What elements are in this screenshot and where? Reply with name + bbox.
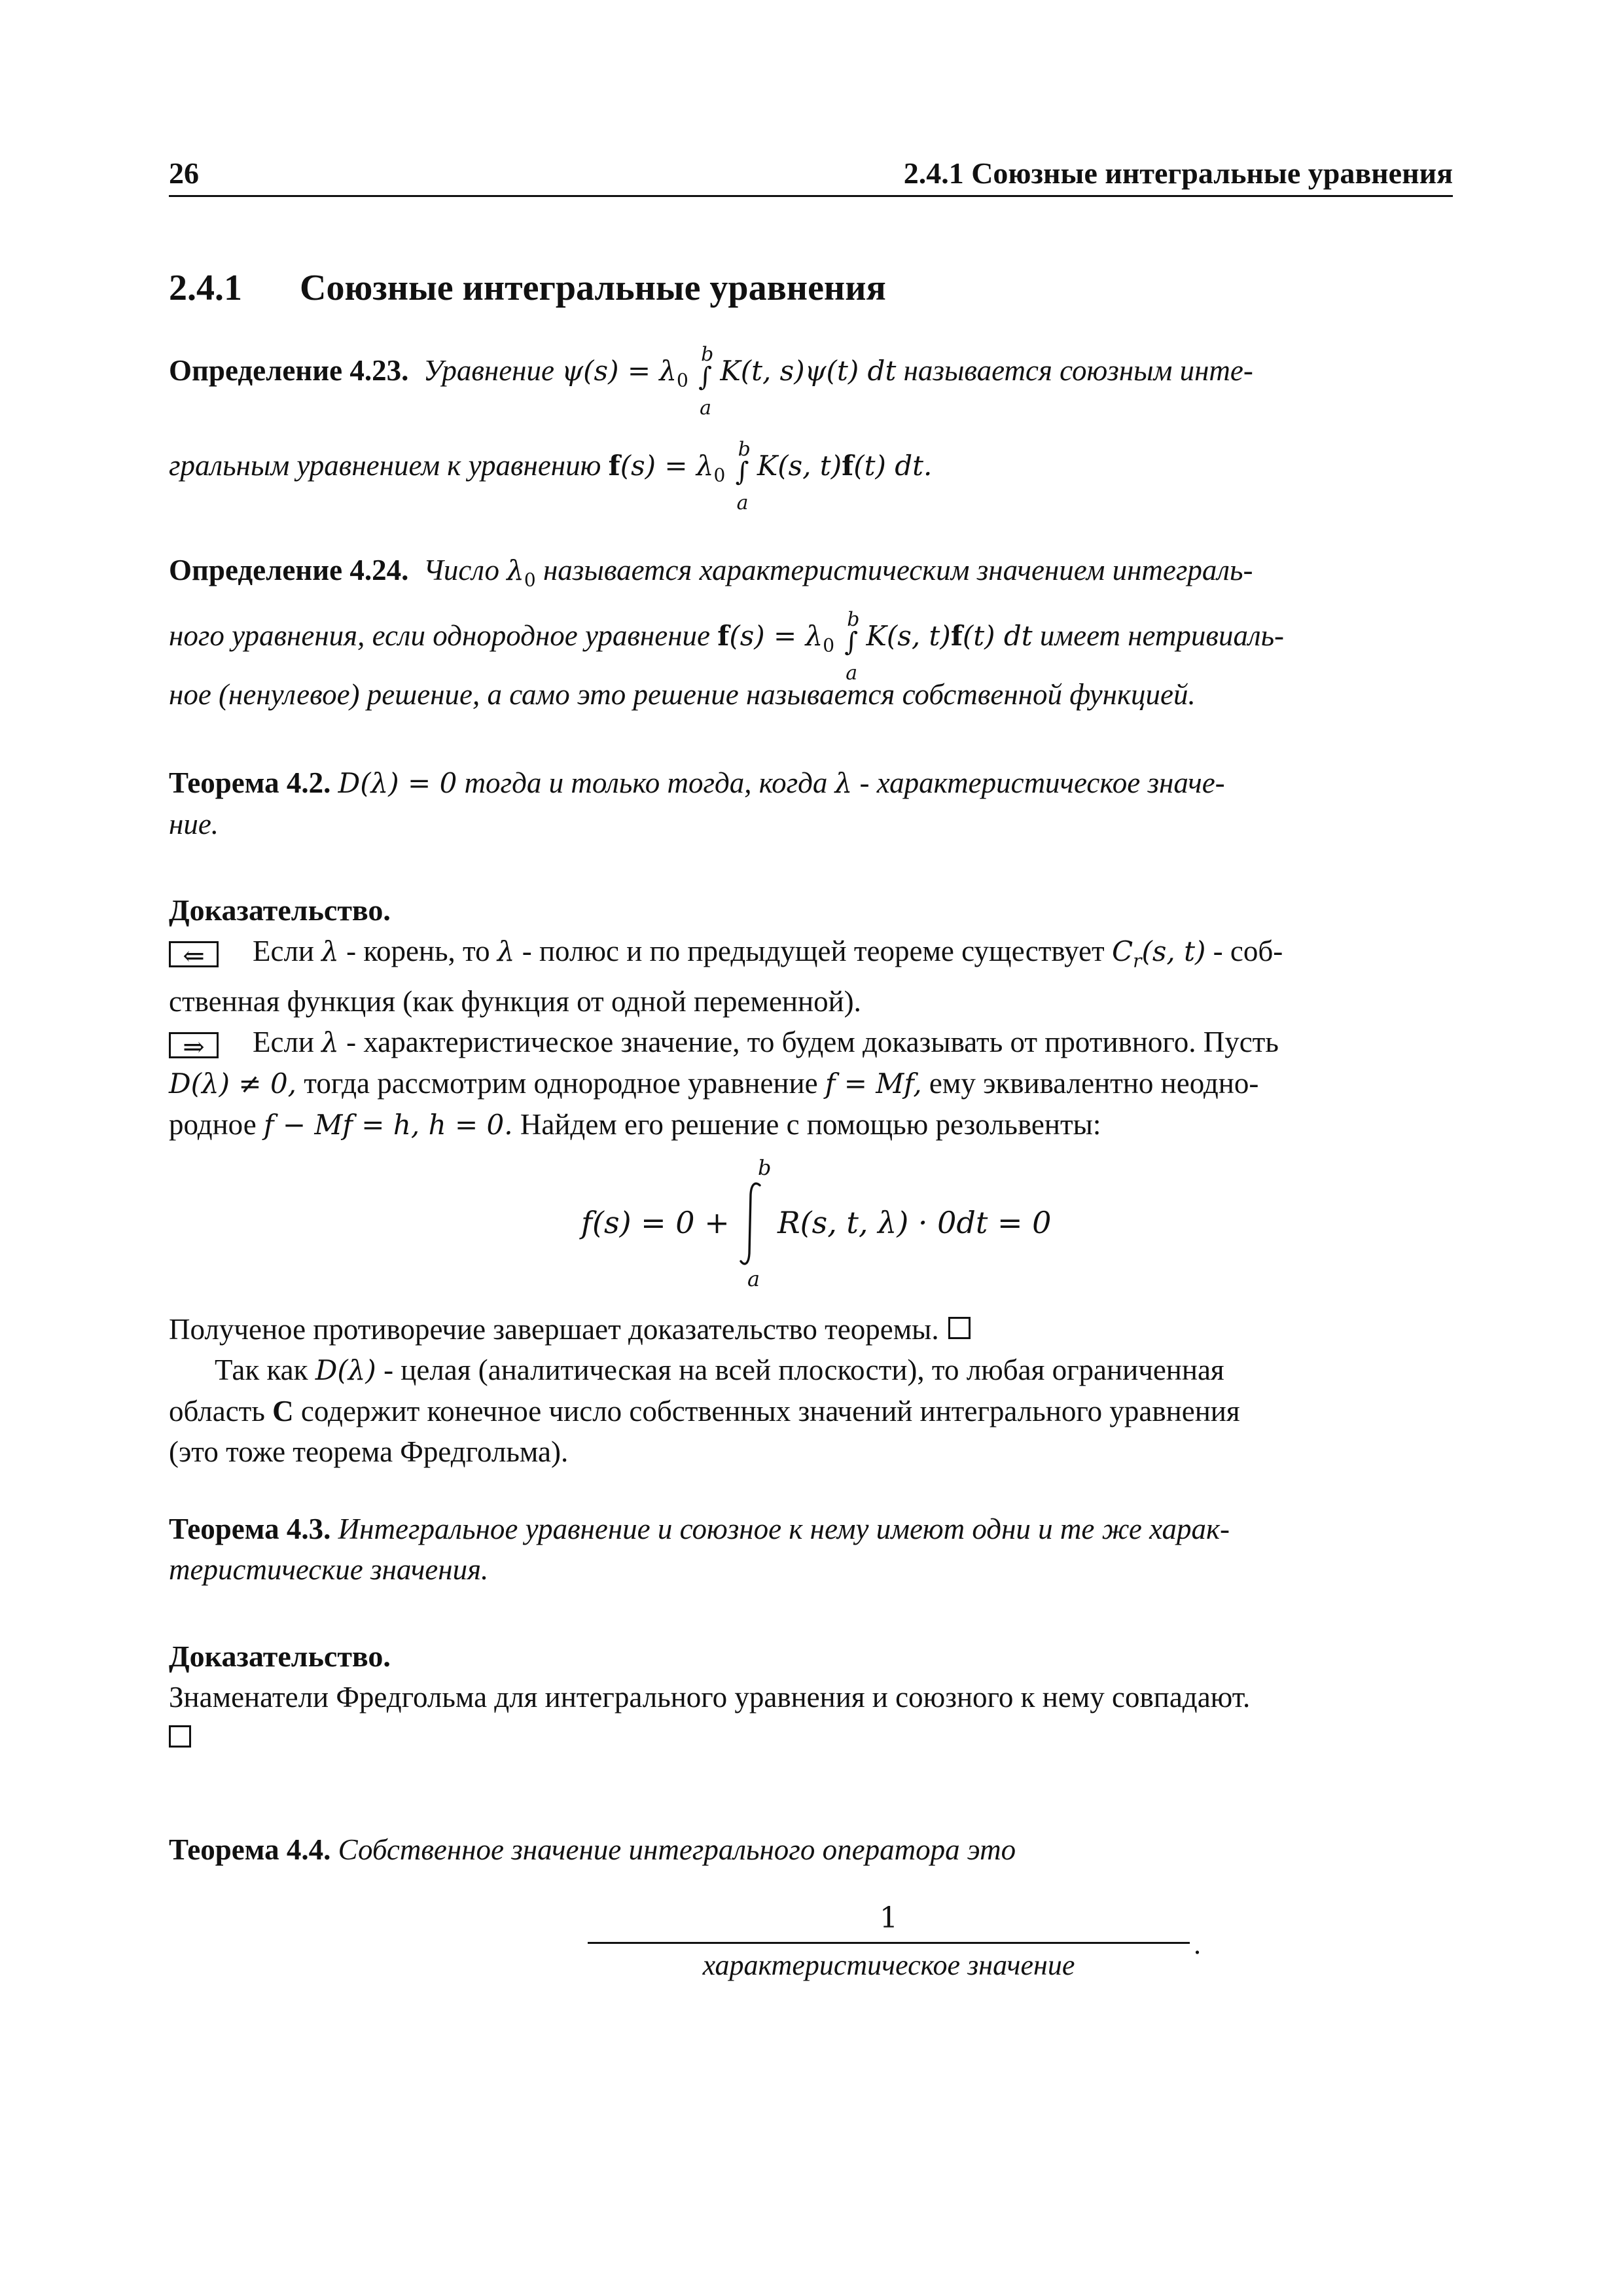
integral-sign: b ∫ a: [735, 437, 751, 514]
integral-upper-limit: b: [758, 1155, 772, 1180]
theorem-text: Интегральное уравнение и союзное к нему имеют одни и те же харак-: [338, 1513, 1230, 1545]
math-inline: f = Mf,: [825, 1067, 922, 1100]
math-bold: f: [717, 620, 730, 652]
theorem-4-3: [169, 1509, 1453, 1590]
theorem-4-4: [169, 1829, 1453, 1870]
integral-sign: b ∫ a: [698, 342, 714, 420]
definition-text: ного уравнения, если однородное уравнение: [169, 619, 711, 652]
display-formula: [169, 1155, 1453, 1299]
section-title: [169, 267, 1453, 309]
fraction-bar: [588, 1942, 1190, 1944]
proof-1: Доказательство. ⇐ Если λ - корень, то λ - полюс и по предыдущей теореме существует $C_r(s$, t) - соб- ственная функция (как функция от одной переменной). ⇒ Если λ - характеристическое значение, то будем доказывать от противного. Пусть D(λ) ≠ 0, тогда рассмотрим однородное уравнение f = Mf, ему эквивалентно неодно- родное f − Mf = h, h = 0. Найдем его решение с помощью резольвенты:: [169, 893, 1283, 1141]
definition-text: Число: [423, 554, 500, 586]
definition-4-24-line2: [169, 607, 1453, 685]
math-inline: (t) dt.: [853, 450, 933, 482]
theorem-text: ние.: [169, 808, 219, 840]
math-inline: f − Mf = h, h = 0.: [263, 1109, 513, 1141]
definition-label: Определение 4.24.: [169, 554, 409, 586]
math-inline: λ: [321, 1026, 339, 1059]
definition-text: ное (ненулевое) решение, а само это решение называется собственной функцией.: [169, 678, 1196, 711]
definition-text: гральным уравнением к уравнению: [169, 449, 601, 482]
fraction-period: .: [1194, 1928, 1201, 1960]
running-head-title: 2.4.1 Союзные интегральные уравнения: [903, 156, 1453, 190]
formula-lhs: f(s) = 0 +: [581, 1205, 730, 1240]
formula-rhs: R(s, t, λ) · 0dt = 0: [777, 1205, 1052, 1240]
section-title-text: Союзные интегральные уравнения: [300, 268, 886, 308]
proof-1-conclusion: Полученое противоречие завершает доказательство теоремы. Так как D(λ) - целая (аналитическая на всей плоскости), то любая ограниченная область C содержит конечное число собственных значений интегрального уравнения (это тоже теорема Фредгольма).: [169, 1313, 1240, 1468]
math-inline: (t) dt: [962, 620, 1033, 652]
math-inline: K(s, t): [757, 450, 842, 482]
proof-heading: Доказательство.: [169, 893, 391, 927]
math-inline: λ: [497, 935, 515, 967]
big-integral-sign: [738, 1155, 772, 1299]
fraction-display: [169, 1901, 1453, 1986]
right-implication-box: ⇒: [169, 1032, 219, 1058]
definition-text: называется характеристическим значением интеграль-: [543, 554, 1253, 586]
qed-square-icon: [169, 1725, 191, 1748]
math-bold: C: [272, 1395, 294, 1427]
definition-4-23: [169, 342, 1453, 420]
math-bold: f: [950, 620, 963, 652]
section-number: 2.4.1: [169, 268, 242, 308]
math-inline: λ: [321, 935, 339, 967]
fraction-numerator: 1: [880, 1901, 898, 1935]
theorem-label: Теорема 4.4.: [169, 1833, 331, 1866]
left-implication-box: ⇐: [169, 941, 219, 967]
page-number: 26: [169, 156, 199, 190]
math-inline: $\psi(s) = \lambda_0$: [562, 355, 688, 391]
math-inline: $(s) = \lambda_0$: [620, 450, 726, 486]
math-inline: $\lambda_0$: [507, 554, 536, 591]
math-inline: K(t, s)ψ(t) dt: [720, 355, 897, 387]
proof-heading: Доказательство.: [169, 1640, 391, 1673]
math-inline: K(s, t): [866, 620, 951, 652]
definition-label: Определение 4.23.: [169, 354, 409, 387]
definition-4-24: [169, 550, 1453, 600]
definition-text: Уравнение: [423, 354, 554, 387]
theorem-text: тогда и только тогда, когда: [464, 766, 828, 799]
integral-sign: b ∫ a: [844, 607, 860, 685]
math-inline: D(λ): [315, 1354, 376, 1386]
running-head: [169, 156, 1453, 197]
theorem-text: теристические значения.: [169, 1553, 489, 1586]
theorem-text: Собственное значение интегрального оператора это: [338, 1833, 1016, 1866]
integral-glyph: [738, 1181, 764, 1266]
theorem-4-2: [169, 762, 1453, 844]
math-bold: f: [842, 450, 854, 482]
math-inline: $(s) = \lambda_0$: [729, 620, 835, 656]
definition-text: называется союзным инте-: [903, 354, 1253, 387]
math-inline: λ: [834, 767, 853, 799]
fraction-denominator: характеристическое значение: [702, 1949, 1075, 1981]
theorem-label: Теорема 4.3.: [169, 1513, 331, 1545]
definition-text: имеет нетривиаль-: [1039, 619, 1285, 652]
theorem-text: - характеристическое значе-: [859, 766, 1225, 799]
qed-square-icon: [948, 1317, 971, 1339]
math-inline: D(λ) = 0: [338, 767, 457, 799]
definition-4-24-line3: [169, 674, 1453, 715]
math-inline: $C_r(s$, t): [1111, 935, 1206, 972]
math-bold: f: [608, 450, 620, 482]
proof-2: Доказательство. Знаменатели Фредгольма для интегрального уравнения и союзного к нему совпадают.: [169, 1636, 1453, 1758]
theorem-label: Теорема 4.2.: [169, 766, 331, 799]
integral-lower-limit: a: [747, 1266, 760, 1291]
definition-4-23-line2: [169, 437, 1453, 514]
math-inline: D(λ) ≠ 0,: [169, 1067, 297, 1100]
